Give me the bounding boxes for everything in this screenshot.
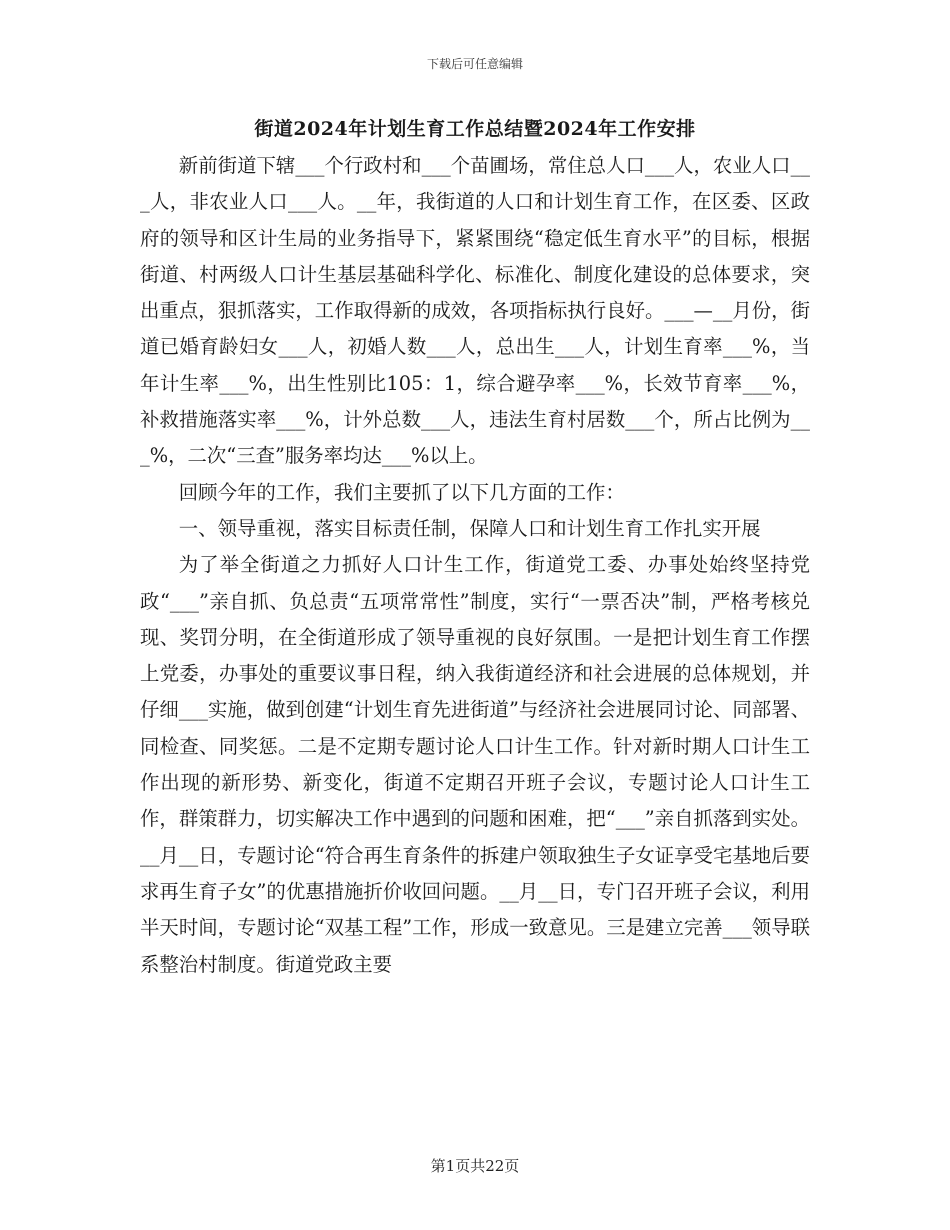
paragraph-review-intro: 回顾今年的工作，我们主要抓了以下几方面的工作： <box>178 480 625 504</box>
page-header-note: 下载后可任意编辑 <box>426 57 523 71</box>
page-footer: 第1页共22页 <box>430 1157 520 1175</box>
section-heading-1: 一、领导重视，落实目标责任制，保障人口和计划生育工作扎实开展 <box>178 516 761 540</box>
document-body <box>140 148 810 983</box>
paragraph-overview: 新前街道下辖___个行政村和___个苗圃场，常住总人口___人，农业人口___人，非农业人口___人。__年，我街道的人口和计划生育工作，在区委、区政府的领导和区计生局的业务指导下，紧紧围绕“稳定低生育水平”的目标，根据街道、村两级人口计生基层基础科学化、标准化、制度化建设的总体要求，突出重点，狠抓落实，工作取得新的成效，各项指标执行良好。___—__月份，街道已婚育龄妇女___人，初婚人数___人，总出生___人，计划生育率___%，当年计生率___%，出生性别比105：1，综合避孕率___%，长效节育率___%，补救措施落实率___%，计外总数___人，违法生育村居数___个，所占比例为___%，二次“三查”服务率均达___%以上。 <box>140 154 810 468</box>
paragraph-leadership: 为了举全街道之力抓好人口计生工作，街道党工委、办事处始终坚持党政“___”亲自抓、负总责“五项常常性”制度，实行“一票否决”制，严格考核兑现、奖罚分明，在全街道形成了领导重视的良好氛围。一是把计划生育工作摆上党委，办事处的重要议事日程，纳入我街道经济和社会进展的总体规划，并仔细___实施，做到创建“计划生育先进街道”与经济社会进展同讨论、同部署、同检查、同奖惩。二是不定期专题讨论人口计生工作。针对新时期人口计生工作出现的新形势、新变化，街道不定期召开班子会议，专题讨论人口计生工作，群策群力，切实解决工作中遇到的问题和困难，把“___”亲自抓落到实处。__月__日，专题讨论“符合再生育条件的拆建户领取独生子女证享受宅基地后要求再生育子女”的优惠措施折价收回问题。__月__日，专门召开班子会议，利用半天时间，专题讨论“双基工程”工作，形成一致意见。三是建立完善___领导联系整治村制度。街道党政主要 <box>140 553 810 976</box>
document-title: 街道2024年计划生育工作总结暨2024年工作安排 <box>254 118 696 140</box>
